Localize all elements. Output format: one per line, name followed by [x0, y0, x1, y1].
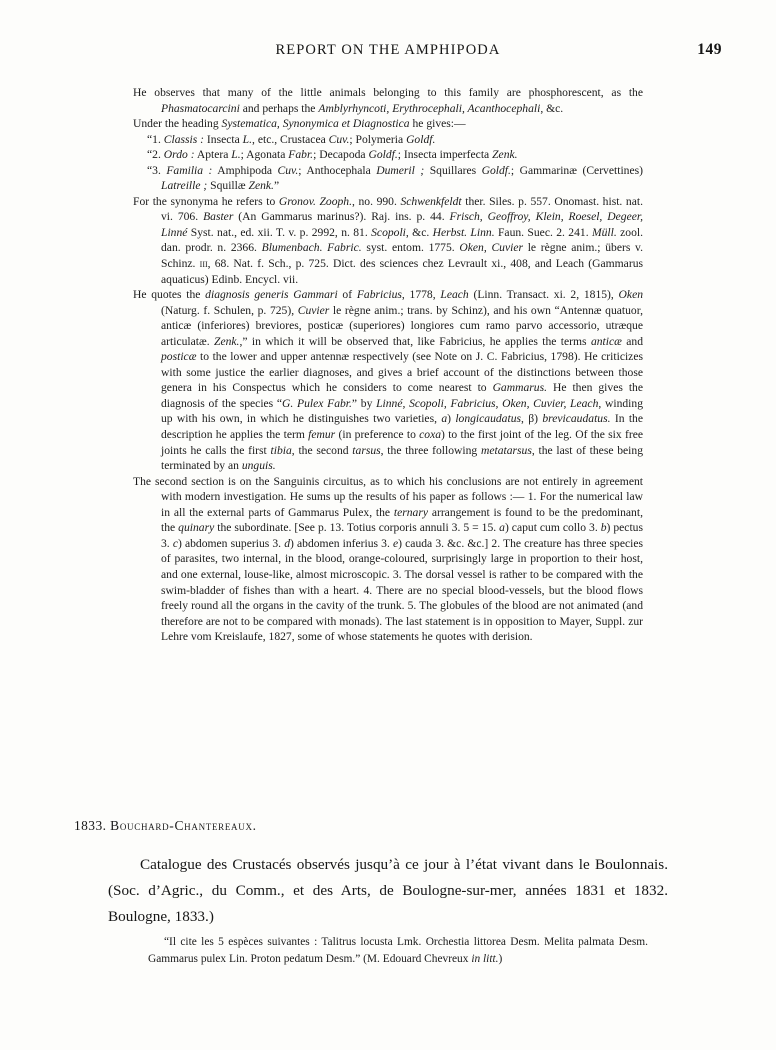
paragraph: The second section is on the Sanguinis circuitus, as to which his conclusions are not entirely in agreement with modern investigation. He sums up the results of his paper as follows :— 1. For the numerical law in all the external parts of Gammarus Pulex, the ternary arrangement is found to be the predominant, the quinary the subordinate. [See p. 13. Totius corporis annuli 3. 5 = 15. a) caput cum collo 3. b) pectus 3. c) abdomen superius 3. d) abdomen inferius 3. e) cauda 3. &c. &c.] 2. The creature has three species of parasites, two internal, in the blood, orange-coloured, surprisingly large in proportion to their host, and one external, louse-like, almost microscopic. 3. The dorsal vessel is rather to be compared with the swim-bladder of fishes than with a heart. 4. There are no special blood-vessels, but the blood flows freely round all the organs in the cavity of the trunk. 5. The globules of the blood are not animated (and therefore are not to be compared with monads). The last statement is in opposition to Mayer, Suppl. zur Lehre vom Kreislaufe, 1827, some of whose statements he quotes with derision. — [133, 474, 644, 644]
main-text-column — [133, 85, 643, 645]
section-heading — [74, 818, 674, 834]
quotation-text: “Il cite les 5 espèces suivantes : Talitrus locusta Lmk. Orchestia littorea Desm. Melita palmata Desm. Gammarus pulex Lin. Proton pedatum Desm.” (M. Edouard Chevreux in litt.) — [148, 936, 648, 965]
citation-block — [108, 852, 668, 930]
paragraph: For the synonyma he refers to Gronov. Zooph., no. 990. Schwenkfeldt ther. Siles. p. 557. Onomast. hist. nat. vi. 706. Baster (An Gammarus marinus?). Raj. ins. p. 44. Frisch, Geoffroy, Klein, Roesel, Degeer, Linné Syst. nat., ed. xii. T. v. p. 2992, n. 81. Scopoli, &c. Herbst. Linn. Faun. Suec. 2. 241. Müll. zool. dan. prodr. n. 2366. Blumenbach. Fabric. syst. entom. 1775. Oken, Cuvier le règne anim.; übers v. Schinz. iii, 68. Nat. f. Sch., p. 725. Dict. des sciences chez Levrault xi., 408, and Leach (Gammarus aquaticus) Edinb. Encycl. vii. — [133, 194, 644, 286]
running-title: REPORT ON THE AMPHIPODA — [275, 42, 501, 58]
paragraph: “1. Classis : Insecta L., etc., Crustacea Cuv.; Polymeria Goldf. — [147, 132, 436, 146]
paragraph: He observes that many of the little animals belonging to this family are phosphorescent, as the Phasmatocarcini and perhaps the Amblyrhyncoti, Erythrocephali, Acanthocephali, &c. — [133, 86, 643, 115]
page-header — [0, 42, 776, 62]
paragraph: Under the heading Systematica, Synonymica et Diagnostica he gives:— — [133, 117, 466, 131]
page-number: 149 — [697, 41, 722, 58]
paragraph: “3. Familia : Amphipoda Cuv.; Anthocephala Dumeril ; Squillares Goldf.; Gammarinæ (Cervettines) Latreille ; Squillæ Zenk.” — [147, 163, 643, 193]
quotation-block — [148, 934, 648, 968]
paragraph: He quotes the diagnosis generis Gammari of Fabricius, 1778, Leach (Linn. Transact. xi. 2, 1815), Oken (Naturg. f. Schulen, p. 725), Cuvier le règne anim.; trans. by Schinz), and his own “Antennæ quatuor, anticæ (inferiores) breviores, posticæ (superiores) longiores cum ramo parvo accessorio, utræque articulatæ. Zenk.,” in which it will be observed that, like Fabricius, he applies the terms anticæ and posticæ to the lower and upper antennæ respectively (see Note on J. C. Fabricius, 1798). He criticizes with some justice the earlier diagnoses, and gives a brief account of the distinctions between those genera in his Conspectus which he considers to come nearest to Gammarus. He then gives the diagnosis of the species “G. Pulex Fabr.” by Linné, Scopoli, Fabricius, Oken, Cuvier, Leach, winding up with his own, in which he distinguishes two varieties, a) longicaudatus, β) brevicaudatus. In the description he applies the term femur (in preference to coxa) to the first joint of the leg. Of the six free joints he calls the first tibia, the second tarsus, the three following metatarsus, the last of these being terminated by an unguis. — [133, 288, 644, 473]
section-year: 1833. — [74, 818, 107, 833]
section-author: Bouchard-Chantereaux. — [110, 818, 257, 833]
paragraph: “2. Ordo : Aptera L.; Agonata Fabr.; Decapoda Goldf.; Insecta imperfecta Zenk. — [147, 148, 518, 162]
citation-text: Catalogue des Crustacés observés jusqu’à ce jour à l’état vivant dans le Boulonnais. (Soc. d’Agric., du Comm., et des Arts, de Boulogne-sur-mer, années 1831 et 1832. Boulogne, 1833.) — [108, 856, 668, 925]
